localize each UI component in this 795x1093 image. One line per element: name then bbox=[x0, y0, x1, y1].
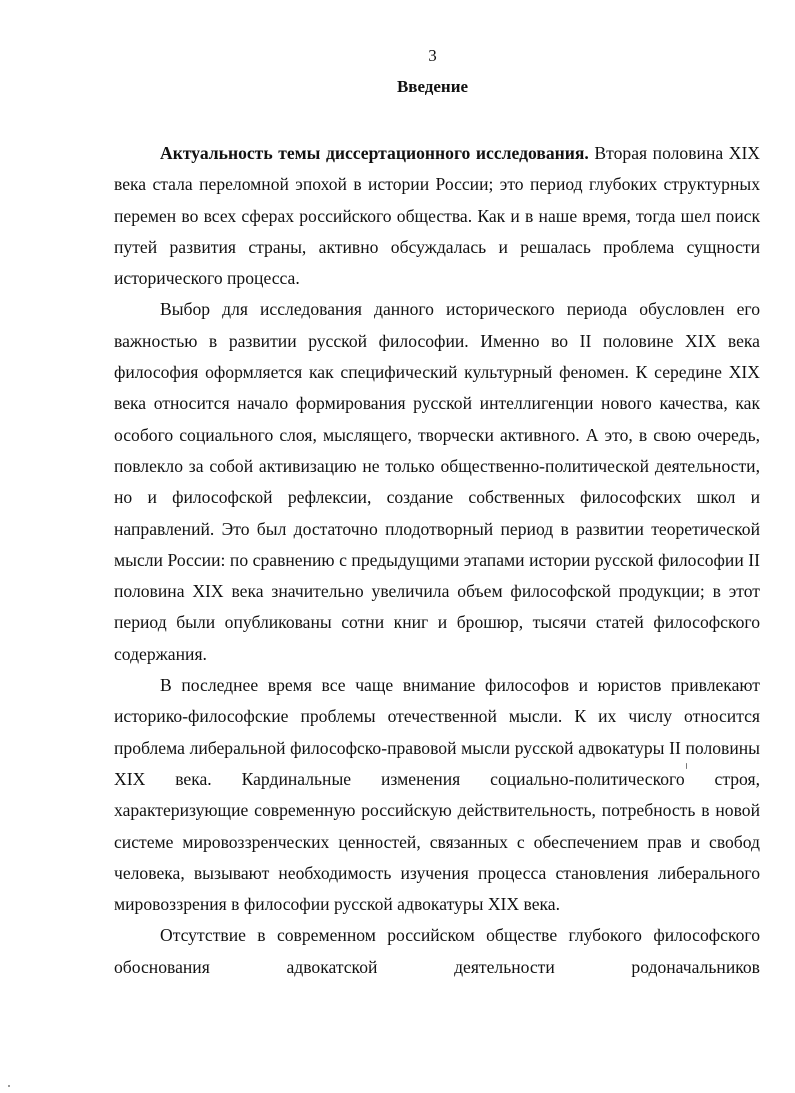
paragraph-text: Вторая половина XIX века стала переломной эпохой в истории России; это период глубоких структурных перемен во всех сферах российского общества. Как и в наше время, тогда шел поиск путей развития страны, активно обсуждалась и решалась проблема сущности исторического процесса. bbox=[114, 143, 761, 289]
paragraph-period-choice: Выбор для исследования данного исторического периода обусловлен его важностью в развитии русской философии. Именно во II половине XIX века философия оформляется как специфический культурный феномен. К середине XIX века относится начало формирования русской интеллигенции нового качества, как особого социального слоя, мыслящего, творчески активного. А это, в свою очередь, повлекло за собой активизацию не только общественно-политической деятельности, но и философской рефлексии, создание собственных философских школ и направлений. Это был достаточно плодотворный период в развитии теоретической мысли России: по сравнению с предыдущими этапами истории русской философии II половина XIX века значительно увеличила объем философской продукции; в этот период были опубликованы сотни книг и брошюр, тысячи статей философского содержания. bbox=[114, 299, 760, 664]
page-number: 3 bbox=[428, 46, 437, 65]
paragraph-relevance bbox=[114, 138, 760, 294]
paragraph-absence: Отсутствие в современном российском обществе глубокого философского обоснования адвокатской деятельности родоначальников bbox=[114, 925, 760, 977]
section-heading: Введение bbox=[396, 77, 469, 96]
paragraph-lead-bold: Актуальность темы диссертационного исследования. bbox=[160, 143, 589, 163]
paragraph-recent-attention: В последнее время все чаще внимание философов и юристов привлекают историко-философские проблемы отечественной мысли. К их числу относится проблема либеральной философско-правовой мысли русской адвокатуры II половины XIX века. Кардинальные изменения социально-политического строя, характеризующие современную российскую действительность, потребность в новой системе мировоззренческих ценностей, связанных с обеспечением прав и свобод человека, вызывают необходимость изучения процесса становления либерального мировоззрения в философии русской адвокатуры XIX века. bbox=[114, 675, 760, 915]
body-text bbox=[114, 138, 760, 983]
scan-artifact bbox=[8, 1085, 10, 1087]
scan-artifact bbox=[686, 763, 687, 769]
